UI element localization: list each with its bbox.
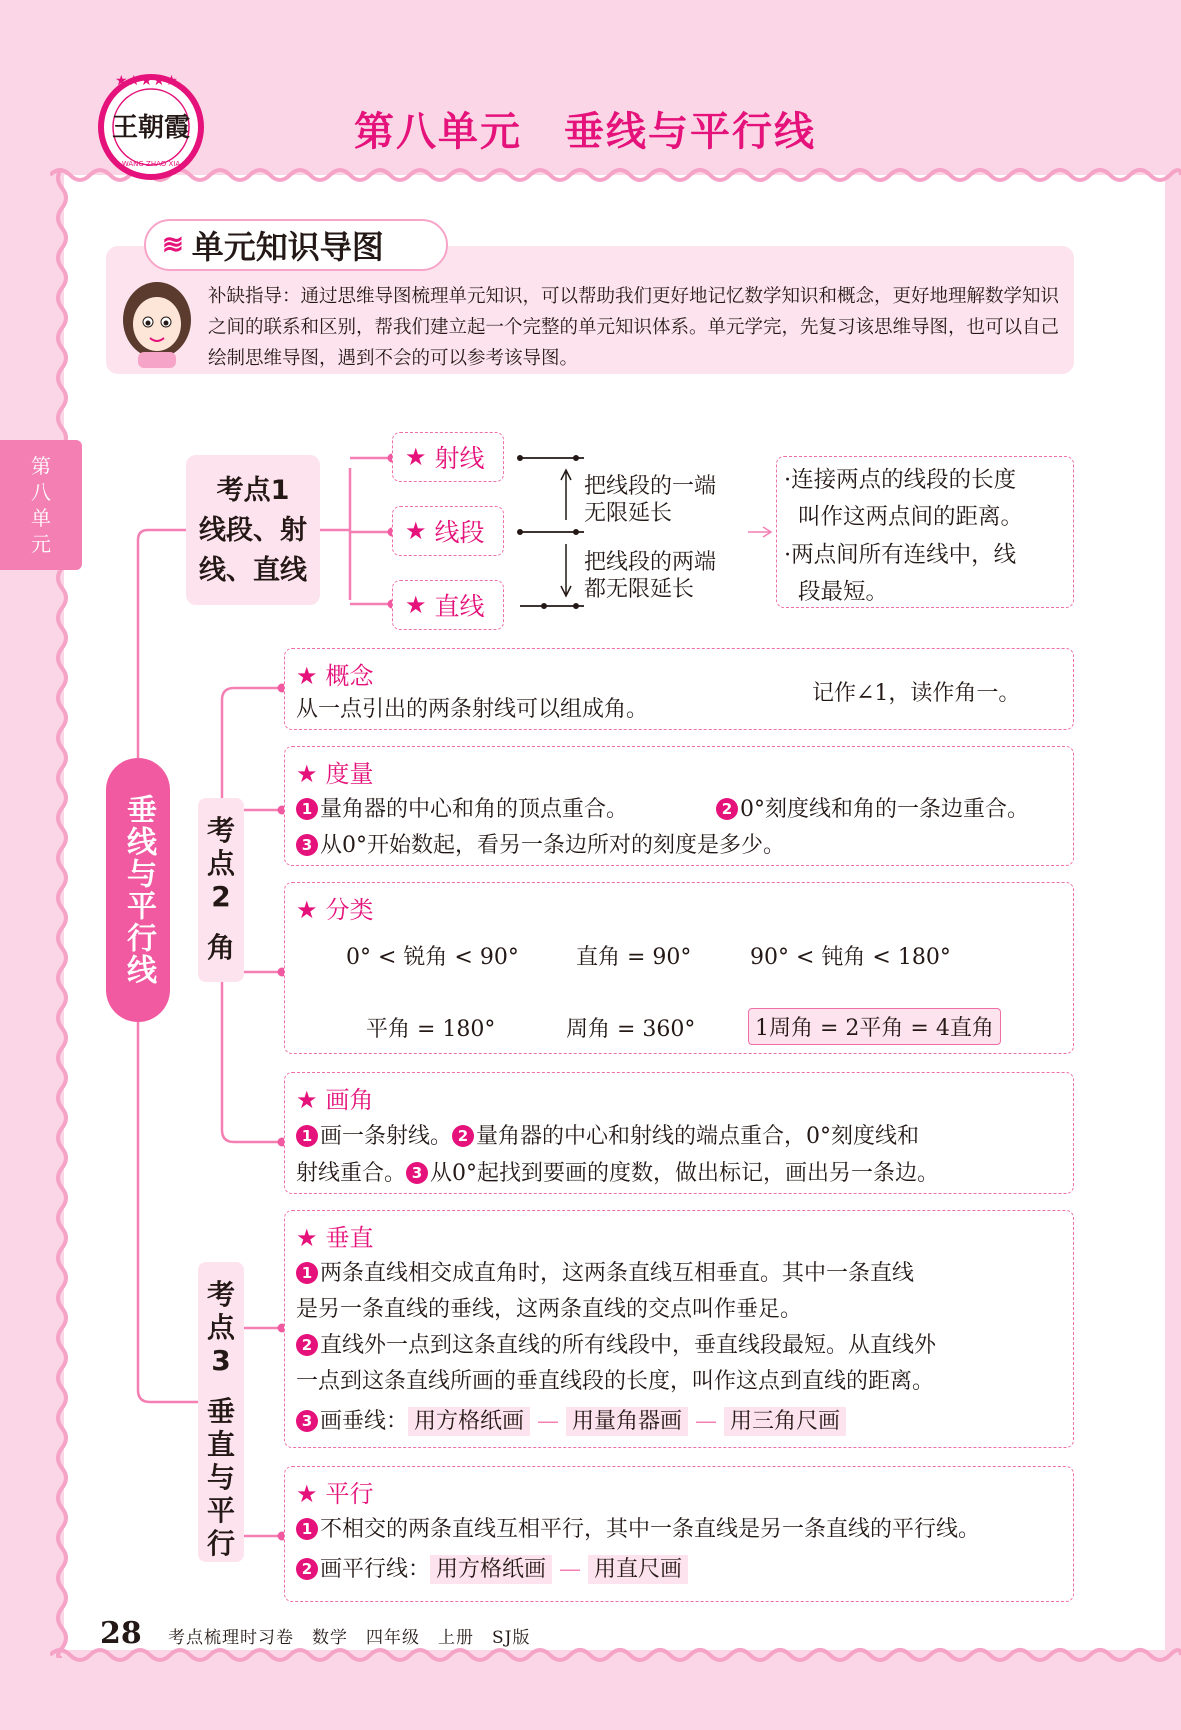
draw-step: 从0°起找到要画的度数，做出标记，画出另一条边。 <box>430 1161 940 1186</box>
star-icon: ★ <box>296 662 318 690</box>
perpendicular-text: 两条直线相交成直角时，这两条直线互相垂直。其中一条直线 <box>320 1261 915 1286</box>
classification-title-text: 分类 <box>325 896 374 924</box>
star-icon: ★ <box>296 896 318 924</box>
perpendicular-text: 是另一条直线的垂线，这两条直线的交点叫作垂足。 <box>296 1297 803 1322</box>
measure-title <box>296 754 374 789</box>
perpendicular-method-label: 画垂线： <box>320 1409 409 1434</box>
fact-text: 叫作这两点间的距离。 <box>798 504 1024 530</box>
top-wave-border <box>50 160 1181 190</box>
draw-step: 射线重合。 <box>296 1161 407 1186</box>
kaodian-1-subtitle: 线、直线 <box>199 555 307 586</box>
parallel-title-text: 平行 <box>325 1480 374 1508</box>
star-icon: ★ <box>296 1224 318 1252</box>
side-tab-unit <box>0 440 82 570</box>
fact-text: ·两点间所有连线中，线 <box>784 542 1017 568</box>
segment-label: 线段 <box>434 518 485 547</box>
perpendicular-title-text: 垂直 <box>325 1224 374 1252</box>
method-chip: 用量角器画 <box>566 1407 688 1436</box>
parallel-text: 不相交的两条直线互相平行，其中一条直线是另一条直线的平行线。 <box>320 1517 981 1542</box>
fact-text: 段最短。 <box>798 579 889 605</box>
step-number-badge: 2 <box>296 1334 318 1356</box>
straight-angle-text: 平角 = 180° <box>366 1017 496 1042</box>
side-tab-char: 第 <box>31 454 51 478</box>
perpendicular-title <box>296 1218 374 1253</box>
method-chip: 用方格纸画 <box>430 1555 552 1584</box>
extend-one-text: 无限延长 <box>584 501 673 526</box>
measure-step: 从0°开始数起，看另一条边所对的刻度是多少。 <box>320 833 785 858</box>
acute-angle-text: 0° < 锐角 < 90° <box>346 945 519 970</box>
label-char: 行 <box>206 1527 235 1560</box>
kaodian-2-label <box>198 798 244 982</box>
girl-avatar-icon <box>116 272 198 368</box>
label-char: 3 <box>211 1344 231 1377</box>
kaodian-1-node <box>186 455 320 605</box>
obtuse-angle-text: 90° < 钝角 < 180° <box>750 945 951 970</box>
parallel-method-label: 画平行线： <box>320 1557 431 1582</box>
step-number-badge: 3 <box>406 1162 428 1184</box>
footer-text: 考点梳理时习卷 数学 四年级 上册 SJ版 <box>168 1628 531 1648</box>
guide-text: 补缺指导：通过思维导图梳理单元知识，可以帮助我们更好地记忆数学知识和概念，更好地理解数学知识之间的联系和区别，帮我们建立起一个完整的单元知识体系。单元学完，先复习该思维导图，也可以自己绘制思维导图，遇到不会的可以参考该导图。 <box>208 286 1060 369</box>
side-tab-char: 单 <box>31 506 51 530</box>
label-char: 点 <box>206 1311 235 1344</box>
line-label: 直线 <box>434 592 485 621</box>
star-icon: ★ <box>296 1480 318 1508</box>
side-tab-char: 元 <box>31 532 51 556</box>
step-number-badge: 1 <box>296 1125 318 1147</box>
concept-title <box>296 656 374 691</box>
page-title: 第八单元 垂线与平行线 <box>354 109 816 155</box>
draw-angle-title <box>296 1080 374 1115</box>
star-icon: ★ <box>405 443 427 471</box>
side-tab-char: 八 <box>31 480 51 504</box>
extend-two-text: 都无限延长 <box>584 577 695 602</box>
method-chip: 用三角尺画 <box>724 1407 846 1436</box>
label-char: 考 <box>206 1278 235 1311</box>
step-number-badge: 1 <box>296 1518 318 1540</box>
section-heading-text: 单元知识导图 <box>191 228 384 266</box>
measure-title-text: 度量 <box>325 760 374 788</box>
step-number-badge: 2 <box>452 1125 474 1147</box>
section-heading <box>144 219 448 271</box>
concept-text: 从一点引出的两条射线可以组成角。 <box>296 697 649 722</box>
page-number: 28 <box>100 1616 142 1651</box>
extend-two-text: 把线段的两端 <box>584 550 717 575</box>
extend-one-text: 把线段的一端 <box>584 474 717 499</box>
draw-step: 量角器的中心和射线的端点重合，0°刻度线和 <box>476 1124 920 1149</box>
svg-text:王朝霞: 王朝霞 <box>111 113 191 143</box>
label-char: 平 <box>206 1494 235 1527</box>
measure-step: 0°刻度线和角的一条边重合。 <box>740 797 1029 822</box>
svg-text:WANG ZHAO XIA: WANG ZHAO XIA <box>121 160 181 168</box>
star-icon: ★ <box>296 760 318 788</box>
label-char: 直 <box>206 1428 235 1461</box>
left-wave-border <box>50 168 74 1658</box>
label-char: 角 <box>206 931 235 964</box>
method-chip: 用直尺画 <box>588 1555 688 1584</box>
ray-label: 射线 <box>434 444 485 473</box>
perpendicular-text: 一点到这条直线所画的垂直线段的长度，叫作这点到直线的距离。 <box>296 1369 935 1394</box>
draw-angle-title-text: 画角 <box>325 1086 374 1114</box>
kaodian-1-title: 考点1 <box>216 475 290 506</box>
kaodian-1-subtitle: 线段、射 <box>199 515 307 546</box>
draw-step: 画一条射线。 <box>320 1124 453 1149</box>
angle-relation-chip: 1周角 = 2平角 = 4直角 <box>748 1008 1001 1045</box>
star-icon: ★ <box>405 591 427 619</box>
full-angle-text: 周角 = 360° <box>566 1017 696 1042</box>
measure-step: 量角器的中心和角的顶点重合。 <box>320 797 629 822</box>
root-node: 垂线与平行线 <box>106 758 170 1022</box>
step-number-badge: 2 <box>716 798 738 820</box>
star-icon: ★ <box>405 517 427 545</box>
wave-lines-icon: ≋ <box>162 230 184 260</box>
method-chip: 用方格纸画 <box>408 1407 530 1436</box>
label-char: 垂 <box>206 1395 235 1428</box>
parallel-title <box>296 1474 374 1509</box>
label-char: 考 <box>206 814 235 847</box>
step-number-badge: 3 <box>296 1410 318 1432</box>
ray-node <box>392 432 504 482</box>
svg-text:★★★★★: ★★★★★ <box>115 73 178 89</box>
fact-text: ·连接两点的线段的长度 <box>784 467 1017 493</box>
step-number-badge: 1 <box>296 798 318 820</box>
label-char: 2 <box>211 880 231 913</box>
perpendicular-text: 直线外一点到这条直线的所有线段中，垂直线段最短。从直线外 <box>320 1333 937 1358</box>
label-char: 点 <box>206 847 235 880</box>
segment-node <box>392 506 504 556</box>
step-number-badge: 1 <box>296 1262 318 1284</box>
step-number-badge: 3 <box>296 834 318 856</box>
classification-title <box>296 890 374 925</box>
star-icon: ★ <box>296 1086 318 1114</box>
step-number-badge: 2 <box>296 1558 318 1580</box>
label-char: 与 <box>206 1461 235 1494</box>
line-node <box>392 580 504 630</box>
right-angle-text: 直角 = 90° <box>576 945 692 970</box>
concept-note: 记作∠1，读作角一。 <box>812 681 1021 706</box>
brand-logo <box>96 70 206 180</box>
kaodian-3-label <box>198 1262 244 1562</box>
concept-title-text: 概念 <box>325 662 374 690</box>
